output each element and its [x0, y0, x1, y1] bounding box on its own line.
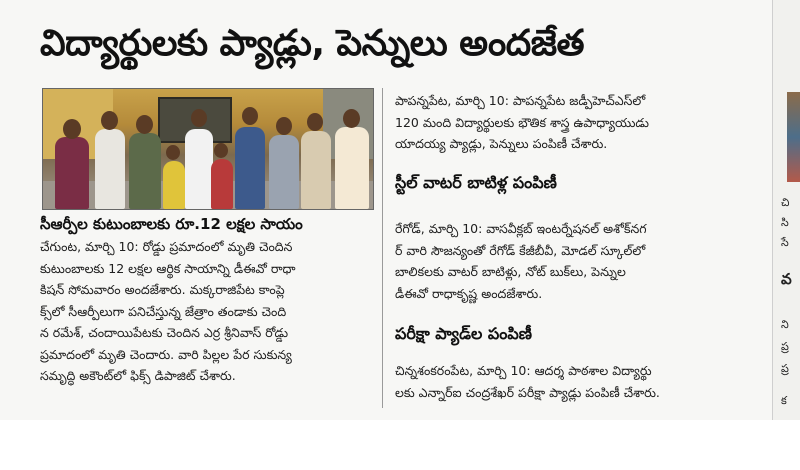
main-headline: విద్యార్థులకు ప్యాడ్లు, పెన్నులు అందజేత [40, 23, 585, 64]
person-figure [163, 161, 185, 209]
story-line: పాపన్నపేట, మార్చి 10: పాపన్నపేట జడ్పీహెచ్‌ఎస్‌లో [395, 93, 646, 108]
adjacent-text: వ [781, 270, 792, 288]
person-figure [269, 135, 299, 209]
right-story-3-heading: పరీక్షా ప్యాడ్‌ల పంపిణీ [395, 324, 532, 343]
story-line: సమృద్ధి అకౌంట్‌లో ఫిక్స్ డిపాజిట్ చేశారు. [40, 368, 236, 383]
person-figure [235, 127, 265, 209]
person-head [191, 109, 207, 127]
adjacent-text: ప్ర [781, 340, 789, 353]
person-figure [95, 129, 125, 209]
adjacent-page-edge [772, 0, 800, 420]
person-head [276, 117, 292, 135]
person-figure [211, 159, 233, 209]
person-head [101, 111, 118, 130]
person-figure [301, 131, 331, 209]
left-subheadline: సీఆర్పీల కుటుంబాలకు రూ.12 లక్షల సాయం [40, 215, 303, 233]
person-head [343, 109, 360, 128]
adjacent-text: చి [781, 196, 790, 209]
person-head [242, 107, 258, 125]
person-figure [55, 137, 89, 209]
story-line: చిన్నశంకరంపేట, మార్చి 10: ఆదర్శ పాఠశాల విద్యార్థు [395, 363, 652, 378]
story-line: లకు ఎన్నార్ఐ చంద్రశేఖర్ పరీక్షా ప్యాడ్లు పంపిణీ చేశారు. [395, 384, 660, 400]
story-line: కిషన్ సోమవారం అందజేశారు. మక్కరాజిపేట కాంప్లె [40, 282, 285, 297]
person-figure [185, 129, 213, 209]
story-line: ర్ వారి సౌజన్యంతో రేగోడ్ కేజీబీవీ, మోడల్ స్కూల్‌లో [395, 242, 646, 258]
person-head [307, 113, 323, 131]
column-divider [382, 88, 383, 408]
person-figure [335, 127, 369, 209]
story-line: ప్రమాదంలో మృతి చెందారు. వారి పిల్లల పేర సుకున్య [40, 346, 292, 362]
adjacent-text: ప్ర [781, 362, 789, 375]
story-line: న రమేశ్, చందాయిపేటకు చెందిన ఎర్ర శ్రీనివాస్ రోడ్డు [40, 325, 289, 340]
adjacent-photo [787, 92, 800, 182]
person-head [166, 145, 180, 160]
right-story-2-heading: స్టీల్ వాటర్ బాటిళ్ల పంపిణీ [395, 173, 557, 192]
person-head [136, 115, 153, 134]
adjacent-text: సే [781, 236, 789, 249]
person-head [63, 119, 81, 139]
story-line: చేగుంట, మార్చి 10: రోడ్డు ప్రమాదంలో మృతి చెందిన [40, 239, 293, 254]
person-figure [129, 133, 161, 209]
blank-margin [0, 420, 800, 470]
adjacent-text: సి [781, 216, 789, 229]
story-line: కుటుంబాలకు 12 లక్షల ఆర్థిక సాయాన్ని డీఈవో రాధా [40, 260, 296, 276]
person-head [214, 143, 228, 158]
story-line: యాదయ్య ప్యాడ్లు, పెన్నులు పంపిణీ చేశారు. [395, 136, 608, 151]
right-story-3-body [395, 360, 735, 403]
adjacent-text: ని [781, 318, 789, 331]
right-story-2-body [395, 218, 735, 304]
story-line: 120 మంది విద్యార్థులకు భౌతిక శాస్త్ర ఉపాధ్యాయుడు [395, 114, 650, 130]
right-story-1-body [395, 90, 735, 155]
story-line: రేగోడ్, మార్చి 10: వాసవీక్లబ్ ఇంటర్నేషనల్ అశోక్‌నగ [395, 221, 647, 236]
adjacent-text: క [781, 394, 787, 407]
group-photo [42, 88, 374, 210]
story-line: క్స్‌లో సీఆర్పీలుగా పనిచేస్తున్న జేత్రాం తండాకు చెంది [40, 303, 287, 319]
story-line: బాలికలకు వాటర్ బాటిళ్లు, నోట్ బుక్‌లు, పెన్నుల [395, 264, 626, 279]
story-line: డీఈవో రాధాకృష్ణ అందజేశారు. [395, 285, 543, 301]
left-story-body [40, 236, 376, 387]
